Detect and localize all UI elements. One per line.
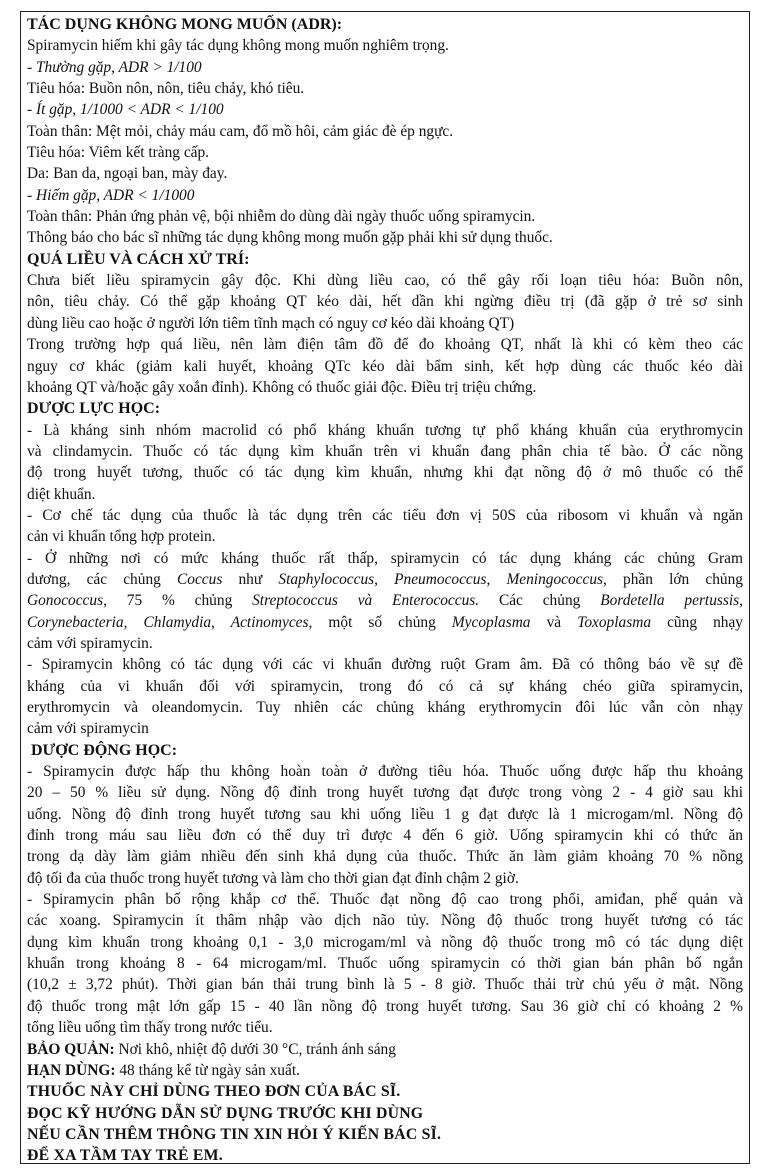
overdose-line: nôn, tiêu chảy. Có thể gặp khoảng QT kéo dài, hết dần khi ngừng điều trị (đã gặp ở trẻ sơ sinh: [27, 293, 743, 311]
pk-line: trong dạ dày làm giảm nhiều đến sinh khả dụng của thuốc. Thức ăn làm giảm khoảng 70 % nồng: [27, 848, 743, 866]
pd-organism: Streptococcus và Enterococcus.: [252, 592, 480, 610]
pk-line: các xoang. Spiramycin ít thâm nhập vào dịch não tủy. Nồng độ thuốc trong huyết tương có tác: [27, 912, 743, 930]
pk-line: độ thuốc trong mật lớn gấp 15 - 40 lần nồng độ trong huyết tương. Sau 36 giờ chỉ có khoảng 2 %: [27, 997, 743, 1015]
adr-intro: Spiramycin hiếm khi gây tác dụng không mong muốn nghiêm trọng.: [27, 37, 449, 55]
adr-uncommon-systemic: Toàn thân: Mệt mỏi, chảy máu cam, đổ mồ hôi, cảm giác đè ép ngực.: [27, 122, 454, 140]
adr-uncommon-skin: Da: Ban da, ngoại ban, mày đay.: [27, 165, 228, 183]
shelf-life-label: HẠN DÙNG:: [27, 1061, 116, 1079]
pd-organism: Mycoplasma: [451, 613, 531, 631]
pd-line: erythromycin và oleandomycin. Tuy nhiên các chủng kháng erythromycin đôi lúc vẫn còn nhạy: [27, 699, 743, 716]
pk-line: khuẩn trong khoảng 8 - 64 microgam/ml. Thuốc uống spiramycin có thời gian bán phân bố ngắn: [27, 955, 743, 973]
pk-line: (10,2 ± 3,72 phút). Thời gian bán thải trung bình là 5 - 8 giờ. Thuốc thải trừ chủ yếu ở mật. Nồng: [27, 976, 743, 994]
pd-line: kháng của vi khuẩn đối với spiramycin, trong đó có cả sự kháng chéo giữa spiramycin,: [27, 677, 743, 695]
storage-text: Nơi khô, nhiệt độ dưới 30 °C, tránh ánh sáng: [114, 1040, 396, 1058]
overdose-line: khoảng QT và/hoặc gây xoắn đỉnh). Không có thuốc giải độc. Điều trị triệu chứng.: [27, 378, 537, 396]
pd-line: cảm với spiramycin: [27, 720, 149, 738]
adr-notify: Thông báo cho bác sĩ những tác dụng không mong muốn gặp phải khi sử dụng thuốc.: [27, 229, 553, 247]
shelf-life-text: 48 tháng kể từ ngày sản xuất.: [115, 1061, 300, 1079]
pd-line: [27, 590, 743, 611]
adr-rare-systemic: Toàn thân: Phản ứng phản vệ, bội nhiễm do dùng dài ngày thuốc uống spiramycin.: [27, 208, 536, 226]
warning-line: ĐỂ XA TẦM TAY TRẺ EM.: [27, 1147, 223, 1164]
pd-text: và: [530, 613, 578, 631]
storage-line: [27, 1039, 743, 1060]
pd-text: cũng nhạy: [651, 613, 744, 631]
adr-common-gi: Tiêu hóa: Buồn nôn, nôn, tiêu chảy, khó tiêu.: [27, 80, 305, 98]
pd-organism: Bordetella pertussis,: [600, 592, 744, 610]
pd-organism: Staphylococcus, Pneumococcus, Meningococcus: [278, 570, 604, 588]
pk-line: 20 – 50 % liều sử dụng. Nồng độ đỉnh trong huyết tương đạt được trong vòng 2 - 4 giờ sau khi: [27, 784, 743, 802]
pd-line: và clindamycin. Thuốc có tác dụng kìm khuẩn trên vi khuẩn đang phân chia tế bào. Ở các nồng: [27, 442, 743, 460]
overdose-line: Chưa biết liều spiramycin gây độc. Khi dùng liều cao, có thể gây rối loạn tiêu hóa: Buồn nôn,: [27, 272, 743, 290]
pd-line: - Ở những nơi có mức kháng thuốc rất thấp, spiramycin có tác dụng kháng các chủng Gram: [27, 549, 743, 567]
pd-line: cản vi khuẩn tổng hợp protein.: [27, 528, 216, 546]
overdose-line: nguy cơ khác (giảm kali huyết, khoảng QTc kéo dài bẩm sinh, kết hợp dùng các thuốc kéo dài: [27, 357, 743, 375]
pd-line: [27, 569, 743, 590]
adr-rare-label: - Hiếm gặp, ADR < 1/1000: [27, 186, 195, 204]
pk-line: uống. Nồng độ đỉnh trong huyết tương sau khi uống liều 1 g đạt được là 1 microgam/ml. Nồng độ: [27, 805, 743, 823]
pd-text: , phần lớn chủng: [603, 570, 743, 588]
pd-line: độ trong huyết tương, thuốc có tác dụng kìm khuẩn, nhưng khi đạt nồng độ ở mô thuốc có thể: [27, 464, 743, 482]
pd-line: - Spiramycin không có tác dụng với các vi khuẩn đường ruột Gram âm. Đã có thông báo về sự đề: [27, 656, 743, 674]
pd-text: như: [222, 570, 279, 588]
adr-heading: TÁC DỤNG KHÔNG MONG MUỐN (ADR):: [27, 16, 343, 33]
pharmacokinetics-heading: DƯỢC ĐỘNG HỌC:: [31, 741, 178, 759]
pk-line: - Spiramycin phân bố rộng khắp cơ thể. Thuốc đạt nồng độ cao trong phổi, amiđan, phế quản và: [27, 891, 743, 909]
overdose-line: dùng liều cao hoặc ở người lớn tiêm tĩnh mạch có nguy cơ kéo dài khoảng QT): [27, 314, 515, 332]
warning-line: THUỐC NÀY CHỈ DÙNG THEO ĐƠN CỦA BÁC SĨ.: [27, 1083, 401, 1101]
overdose-heading: QUÁ LIỀU VÀ CÁCH XỬ TRÍ:: [27, 250, 250, 268]
leaflet-page: [20, 11, 750, 1164]
adr-uncommon-label: - Ít gặp, 1/1000 < ADR < 1/100: [27, 101, 224, 119]
pd-line: [27, 612, 743, 633]
pd-organism: Toxoplasma: [577, 613, 652, 631]
pd-line: cảm với spiramycin.: [27, 634, 153, 652]
pk-line: - Spiramycin được hấp thu không hoàn toàn ở đường tiêu hóa. Thuốc uống được hấp thu khoảng: [27, 763, 743, 781]
pd-line: diệt khuẩn.: [27, 485, 96, 503]
pd-organism: Corynebacteria, Chlamydia, Actinomyces: [27, 613, 309, 631]
pk-line: đỉnh trong máu sau liều đơn có thể duy trì được 4 đến 6 giờ. Uống spiramycin khi có thức ăn: [27, 827, 743, 845]
pharmacodynamics-heading: DƯỢC LỰC HỌC:: [27, 400, 161, 418]
pk-line: độ tối đa của thuốc trong huyết tương và làm cho thời gian đạt đỉnh chậm 2 giờ.: [27, 869, 519, 887]
pd-text: dương, các chủng: [27, 570, 178, 588]
pd-organism: Gonococcus: [27, 592, 104, 610]
adr-uncommon-gi: Tiêu hóa: Viêm kết tràng cấp.: [27, 144, 210, 162]
adr-common-label: - Thường gặp, ADR > 1/100: [27, 58, 202, 76]
pk-line: dụng kìm khuẩn trong khoảng 0,1 - 3,0 microgam/ml và nồng độ thuốc trong mô có tác dụng diệt: [27, 933, 743, 951]
storage-label: BẢO QUẢN:: [27, 1040, 115, 1058]
shelf-life-line: [27, 1060, 743, 1081]
overdose-line: Trong trường hợp quá liều, nên làm điện tâm đồ để đo khoảng QT, nhất là khi có kèm theo các: [27, 336, 743, 354]
warning-line: ĐỌC KỸ HƯỚNG DẪN SỬ DỤNG TRƯỚC KHI DÙNG: [27, 1104, 424, 1122]
pd-line: - Là kháng sinh nhóm macrolid có phổ kháng khuẩn tương tự phổ kháng khuẩn của erythromycin: [27, 421, 743, 439]
pd-text: , 75 % chủng: [103, 592, 253, 610]
pd-text: Các chủng: [479, 592, 601, 610]
pd-line: - Cơ chế tác dụng của thuốc là tác dụng trên các tiểu đơn vị 50S của ribosom vi khuẩn và ngăn: [27, 506, 743, 524]
pk-line: tổng liều uống tìm thấy trong nước tiểu.: [27, 1019, 273, 1037]
pd-text: , một số chủng: [308, 613, 452, 631]
warning-line: NẾU CẦN THÊM THÔNG TIN XIN HỎI Ý KIẾN BÁC SĨ.: [27, 1126, 442, 1143]
pd-organism: Coccus: [177, 570, 223, 588]
